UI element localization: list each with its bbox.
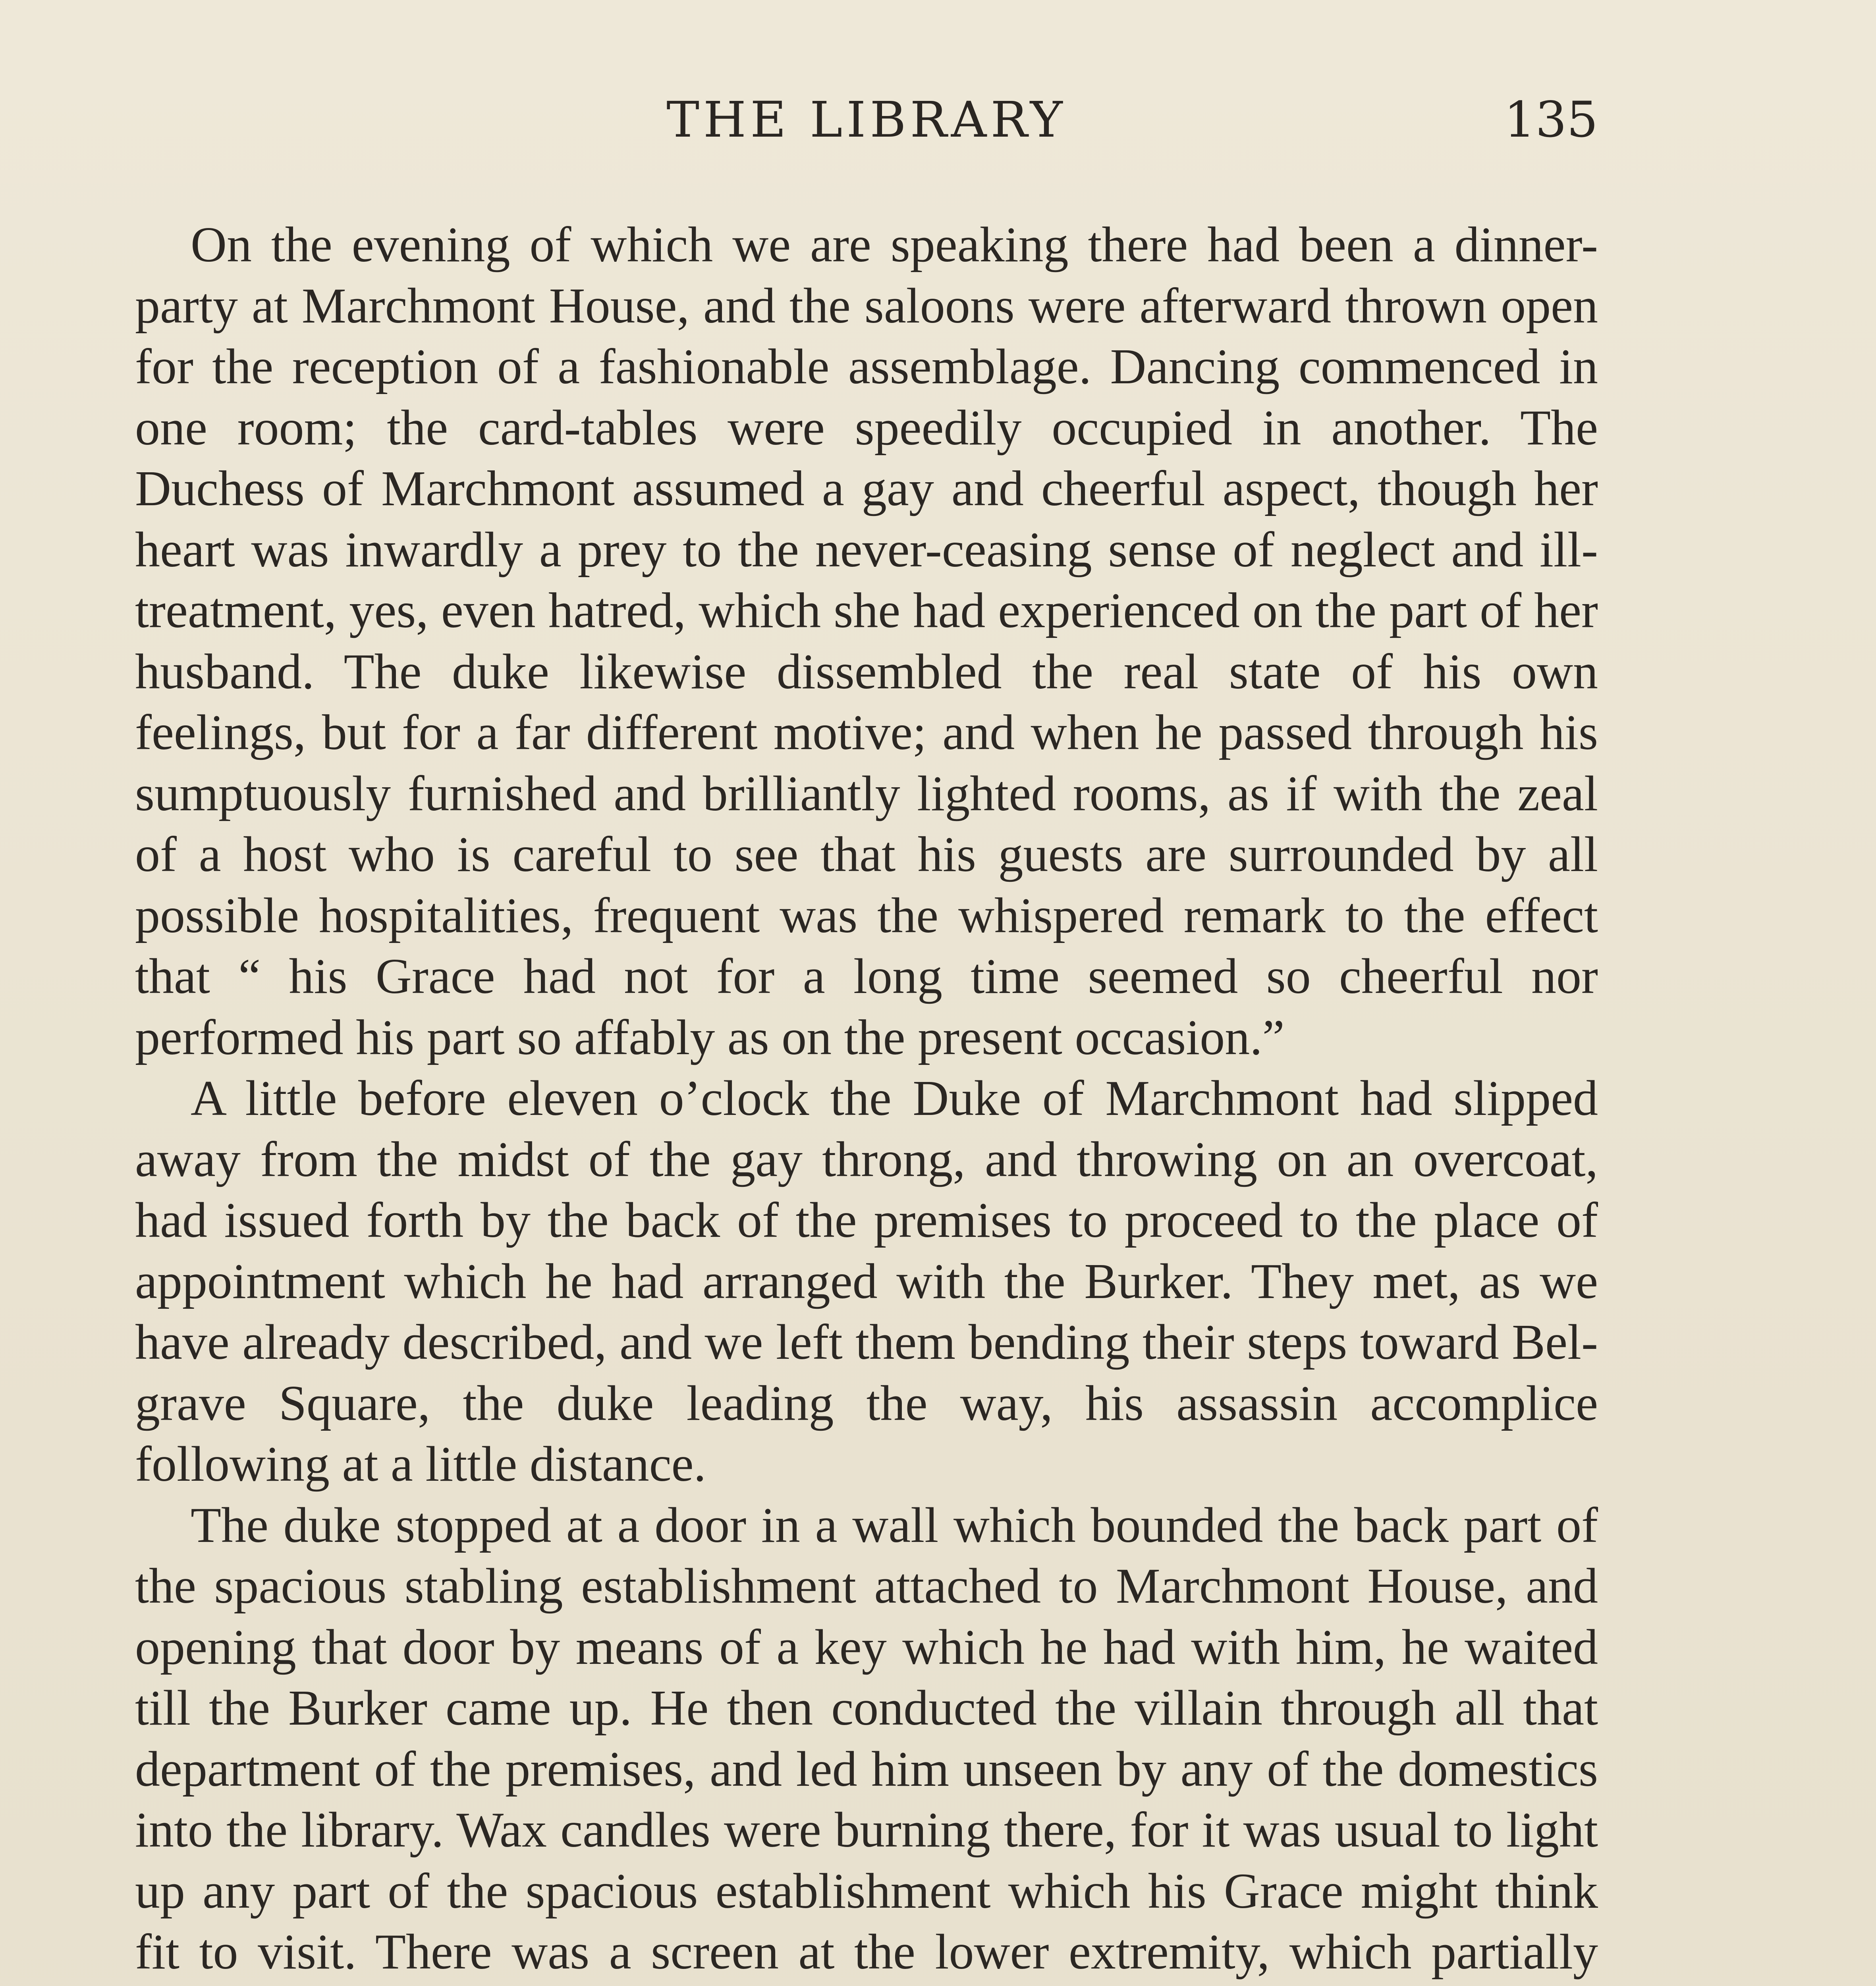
body-text — [135, 214, 1598, 1986]
running-head: THE LIBRARY — [666, 91, 1067, 149]
paragraph: On the evening of which we are speaking there had been a dinner-party at Marchmont House, and the saloons were afterward thrown open for the reception of a fashionable assemblage. Dancing commenced in one room; the card-tables were speedily occupied in another. The Duchess of Marchmont assumed a gay and cheerful aspect, though her heart was inwardly a prey to the never-ceasing sense of neglect and ill-treatment, yes, even hatred, which she had experienced on the part of her husband. The duke likewise dissembled the real state of his own feelings, but for a far different motive; and when he passed through his sumptuously furnished and brilliantly lighted rooms, as if with the zeal of a host who is careful to see that his guests are surrounded by all possible hospitalities, frequent was the whispered remark to the effect that “ his Grace had not for a long time seemed so cheerful nor performed his part so affably as on the present occasion.” — [135, 217, 1598, 1065]
page-header — [135, 91, 1598, 159]
page-number: 135 — [1504, 91, 1598, 149]
paragraph: A little before eleven o’clock the Duke of Marchmont had slipped away from the midst of the gay throng, and throwing on an overcoat, had issued forth by the back of the premises to proceed to the place of appointment which he had arranged with the Burker. They met, as we have already described, and we left them bending their steps toward Belgrave Square, the duke leading the way, his assassin accomplice following at a little distance. — [135, 1071, 1598, 1492]
paragraph: The duke stopped at a door in a wall which bounded the back part of the spacious stabling establishment attached to Marchmont House, and opening that door by means of a key which he had with him, he waited till the Burker came up. He then conducted the villain through all that department of the premises, and led him unseen by any of the domestics into the library. Wax candles were burning there, for it was usual to light up any part of the spacious establishment which his Grace might think fit to visit. There was a screen at the lower extremity, which partially — [135, 1497, 1598, 1980]
